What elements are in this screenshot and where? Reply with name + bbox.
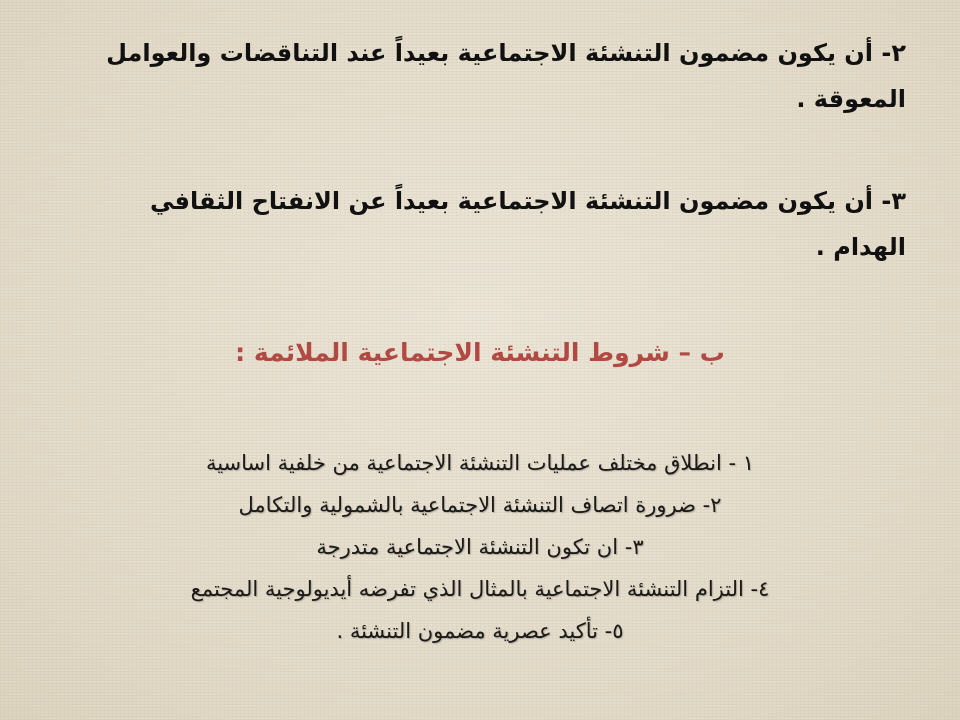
condition-item-2: ٢- ضرورة اتصاف التنشئة الاجتماعية بالشمولية والتكامل xyxy=(238,493,722,517)
condition-item-3: ٣- ان تكون التنشئة الاجتماعية متدرجة xyxy=(316,535,644,559)
condition-item-1: ١ - انطلاق مختلف عمليات التنشئة الاجتماعية من خلفية اساسية xyxy=(205,451,755,475)
paragraph-point-3: ٣- أن يكون مضمون التنشئة الاجتماعية بعيداً عن الانفتاح الثقافي الهدام . xyxy=(149,187,906,261)
condition-item-4: ٤- التزام التنشئة الاجتماعية بالمثال الذي تفرضه أيديولوجية المجتمع xyxy=(190,577,770,601)
section-heading: ب – شروط التنشئة الاجتماعية الملائمة : xyxy=(235,338,725,367)
condition-item-5: ٥- تأكيد عصرية مضمون التنشئة . xyxy=(336,619,624,643)
conditions-list xyxy=(0,442,960,652)
paragraph-point-2: ٢- أن يكون مضمون التنشئة الاجتماعية بعيداً عند التناقضات والعوامل المعوقة . xyxy=(106,39,906,113)
